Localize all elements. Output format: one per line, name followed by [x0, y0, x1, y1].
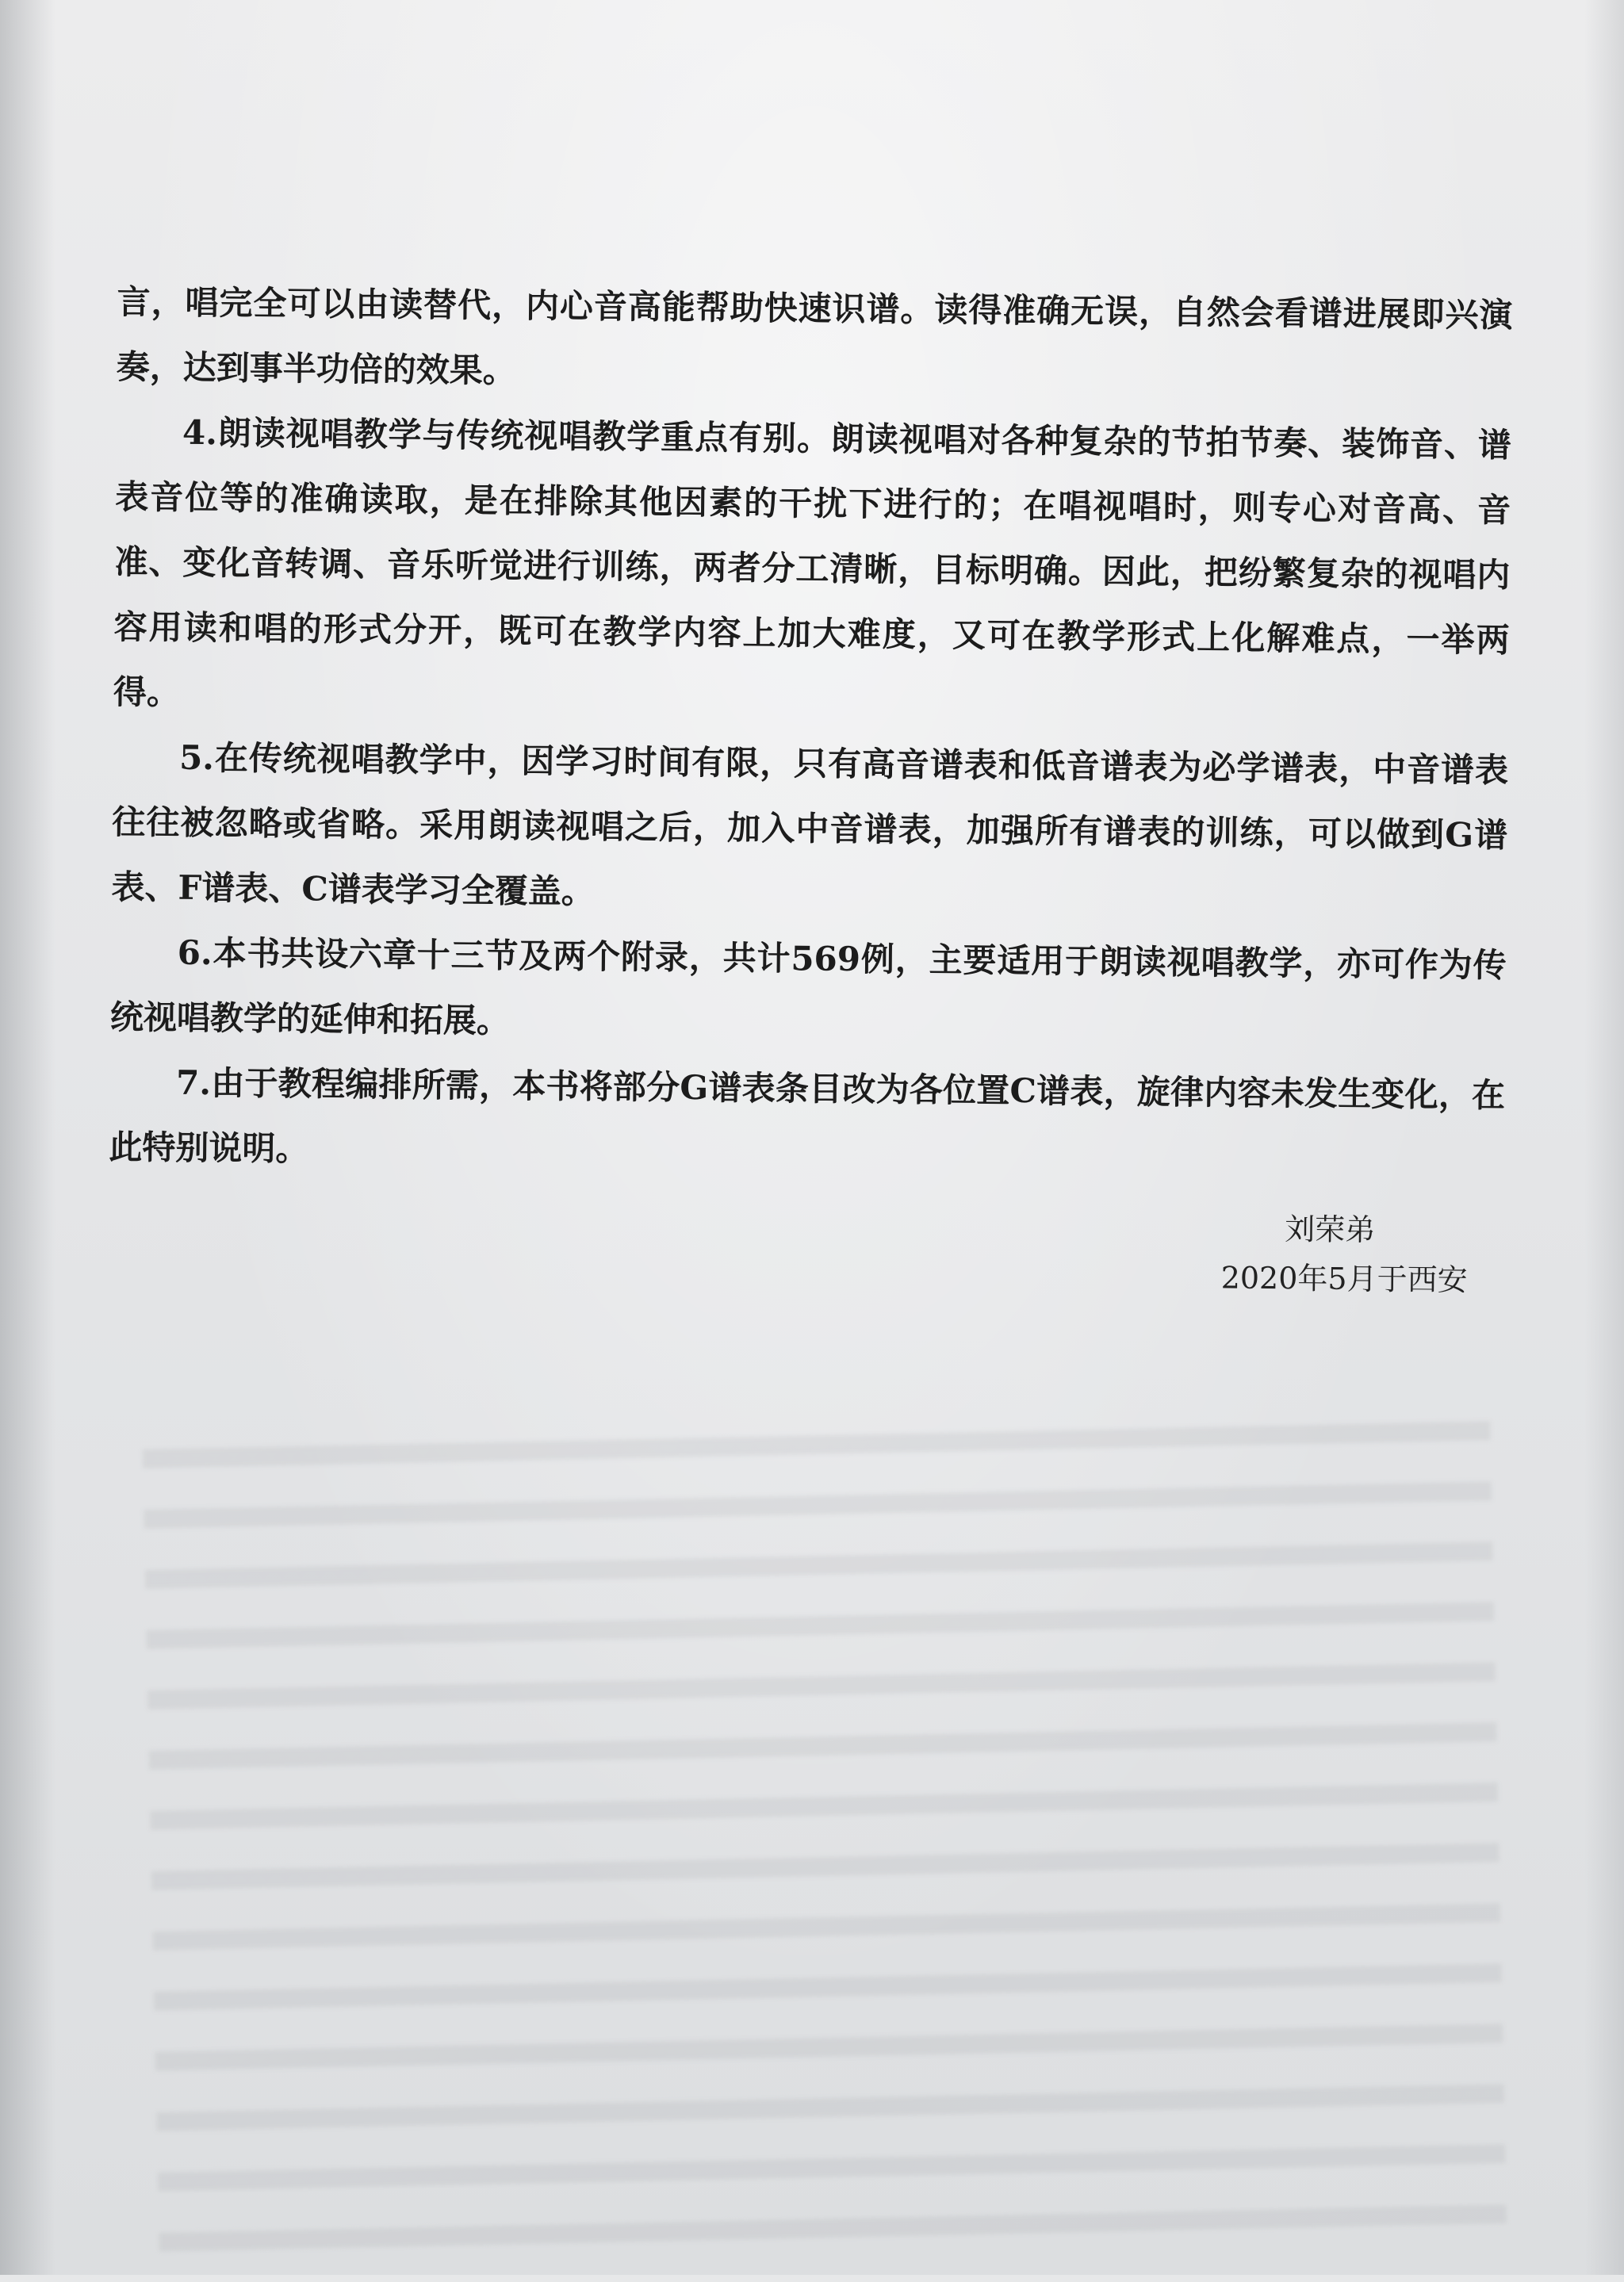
bleed-through-heading: [737, 200, 944, 255]
author-name: 刘荣弟: [1285, 1212, 1376, 1248]
page-shadow-left: [0, 0, 56, 2275]
paragraph-point-6: 6.本书共设六章十三节及两个附录，共计569例，主要适用于朗读视唱教学，亦可作为传统视唱教学的延伸和拓展。: [109, 932, 1507, 1040]
signature-block: [1189, 1204, 1522, 1305]
paragraph-point-4: 4.朗读视唱教学与传统视唱教学重点有别。朗读视唱对各种复杂的节拍节奏、装饰音、谱表音位等的准确读取，是在排除其他因素的干扰下进行的；在唱视唱时，则专心对音高、音准、变化音转调、音乐听觉进行训练，两者分工清晰，目标明确。因此，把纷繁复杂的视唱内容用读和唱的形式分开，既可在教学内容上加大难度，又可在教学形式上化解难点，一举两得。: [113, 412, 1512, 712]
bleed-through-text: [142, 1397, 1507, 2281]
signature-date: 2020年5月于西安: [1220, 1260, 1468, 1298]
paragraph-continuation: 言，唱完全可以由读替代，内心音高能帮助快速识谱。读得准确无误，自然会看谱进展即兴演奏，达到事半功倍的效果。: [116, 281, 1513, 390]
paragraph-point-7: 7.由于教程编排所需，本书将部分G谱表条目改为各位置C谱表，旋律内容未发生变化，在此特别说明。: [109, 1063, 1506, 1169]
page-shadow-right: [1584, 0, 1624, 2275]
paragraph-point-5: 5.在传统视唱教学中，因学习时间有限，只有高音谱表和低音谱表为必学谱表，中音谱表往往被忽略或省略。采用朗读视唱之后，加入中音谱表，加强所有谱表的训练，可以做到G谱表、F谱表、C谱表学习全覆盖。: [111, 737, 1509, 911]
preface-body: [109, 270, 1513, 1193]
